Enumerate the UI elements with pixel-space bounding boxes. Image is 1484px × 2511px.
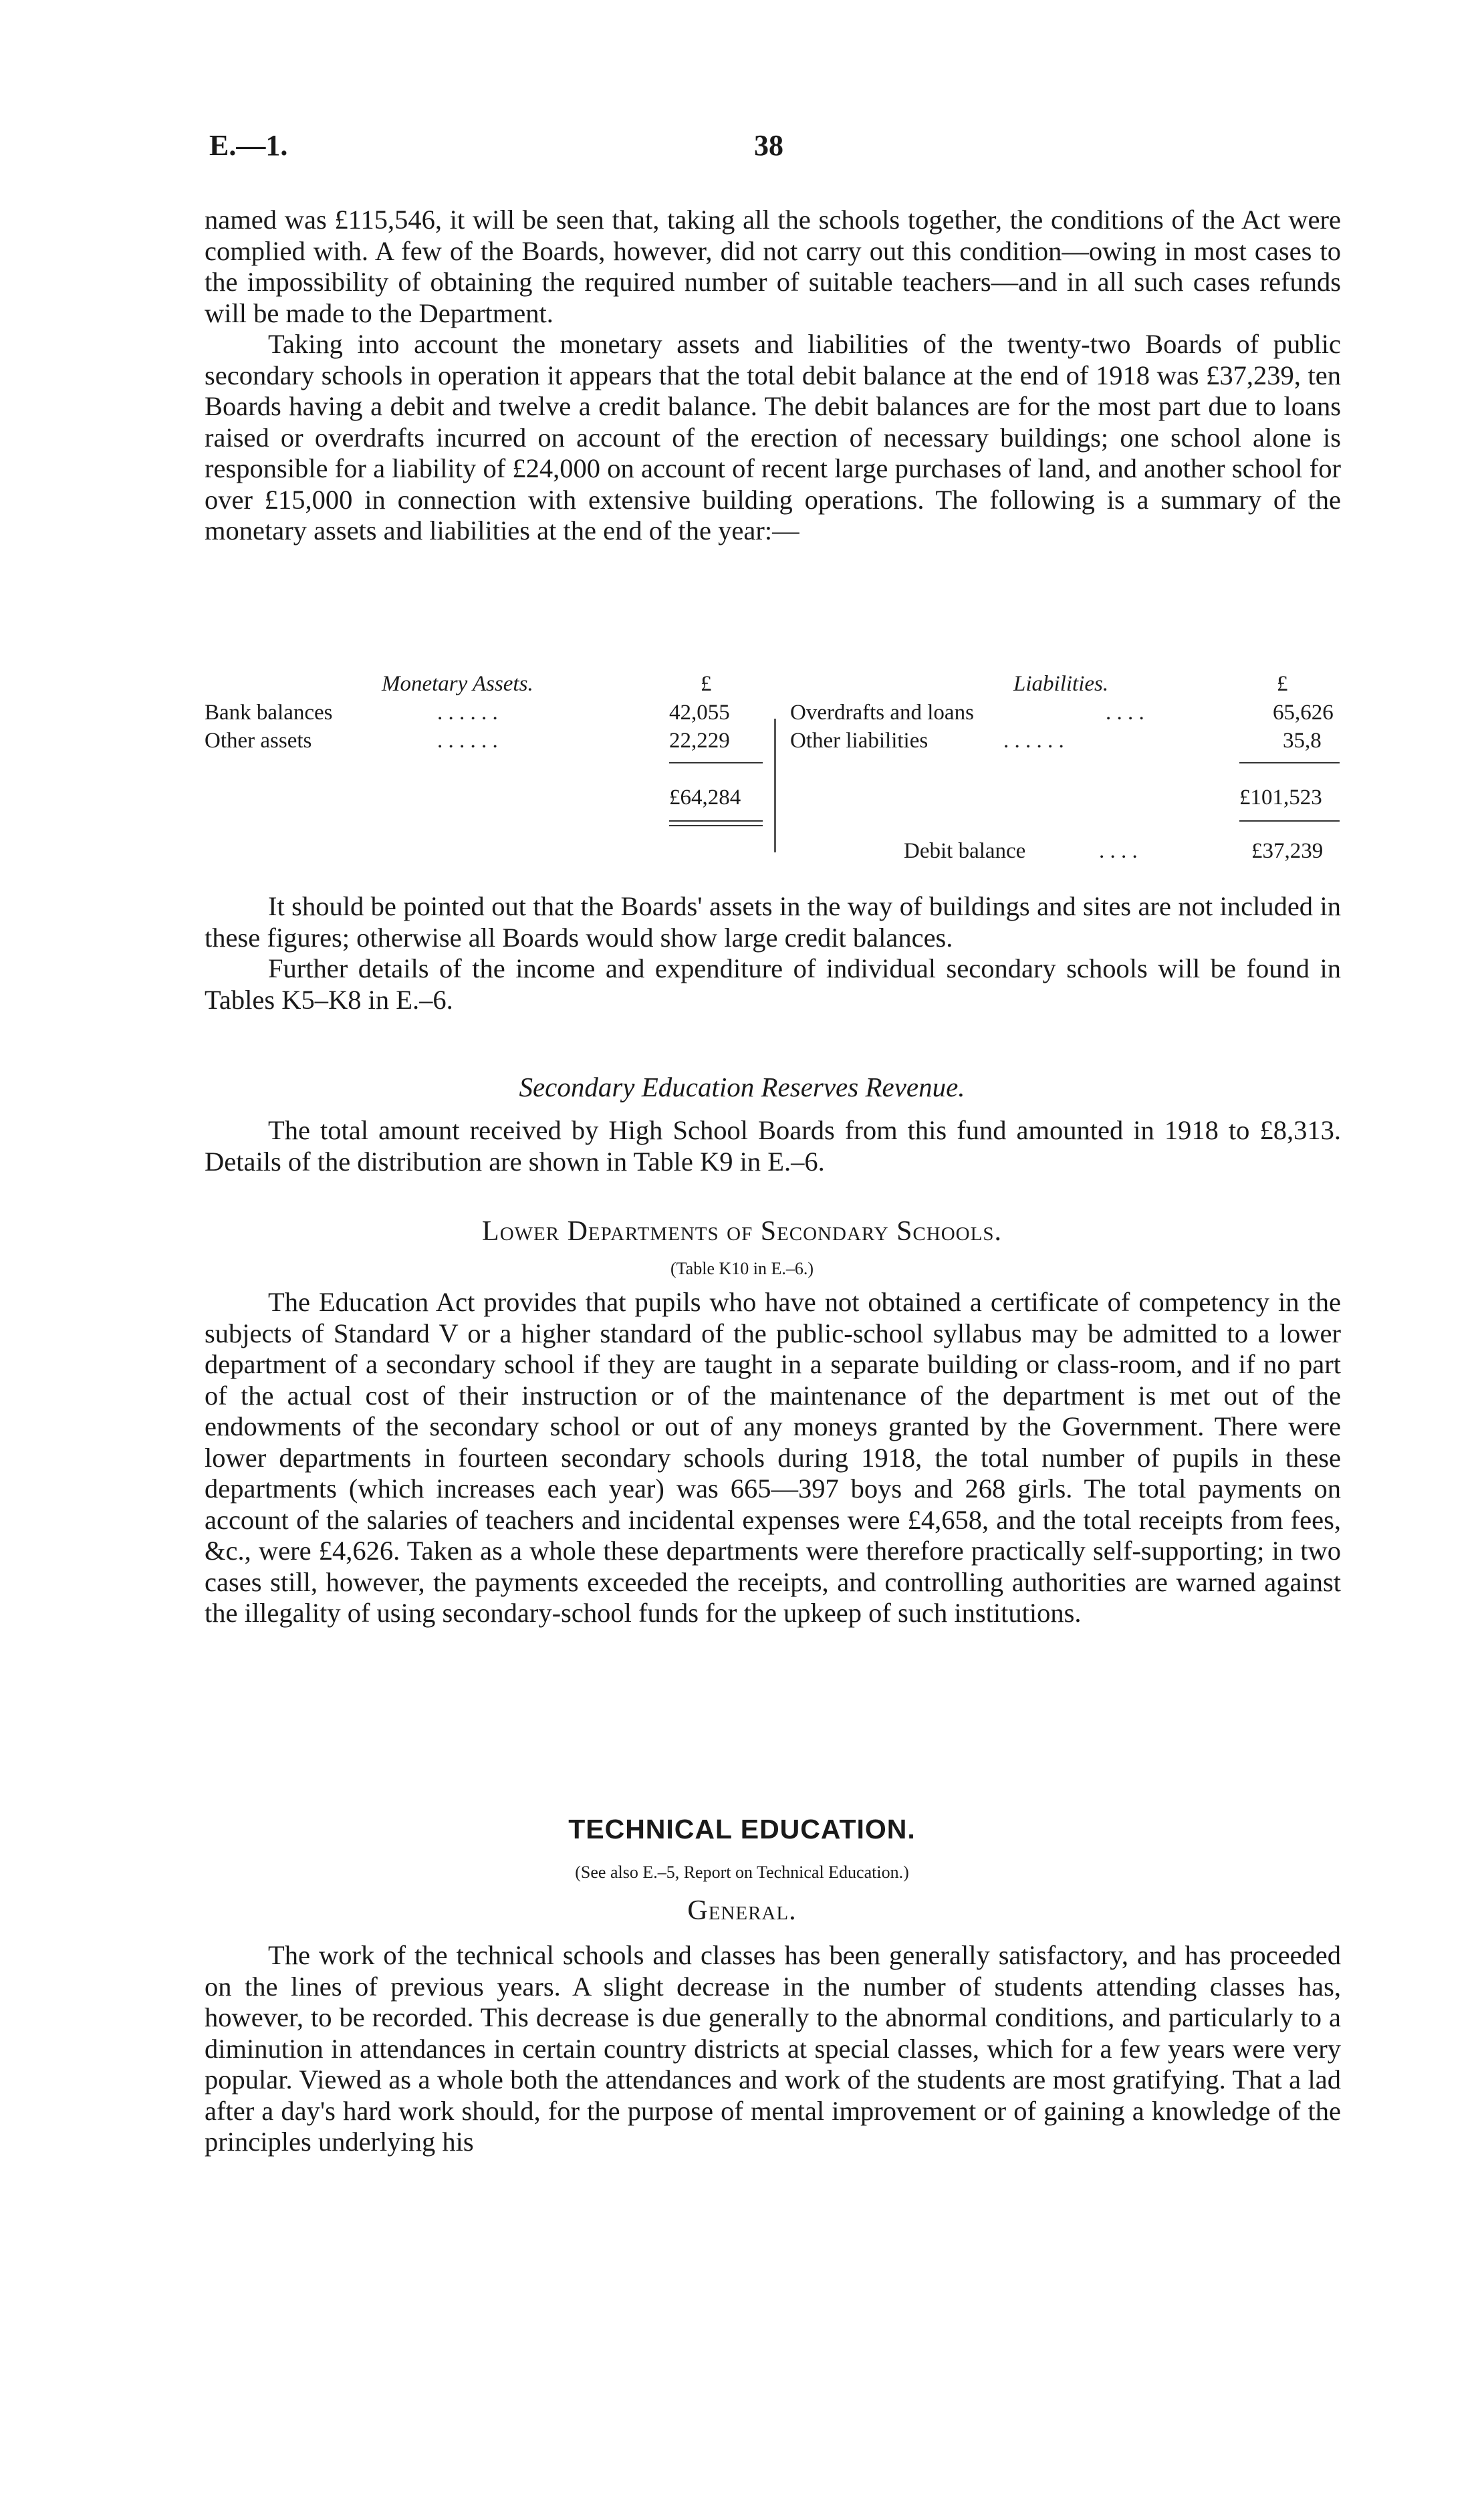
liabilities-currency: £: [1277, 672, 1288, 696]
see-also-reference: (See also E.–5, Report on Technical Education.): [575, 1863, 909, 1882]
asset-label: Other assets: [205, 729, 312, 753]
text-block-5: [205, 1940, 1341, 2158]
text-block-4: [205, 1287, 1341, 1629]
paragraph-reserves: The total amount received by High School Boards from this fund amounted in 1918 to £8,313. Details of the distribution are shown in Table K9 in E.–6.: [205, 1115, 1341, 1177]
assets-total-double-rule: [669, 820, 763, 822]
text-block-1: [205, 205, 1341, 547]
asset-label: Bank balances: [205, 701, 333, 725]
heading-reserves-revenue: Secondary Education Reserves Revenue.: [519, 1072, 965, 1102]
paragraph-assets-note: It should be pointed out that the Boards' assets in the way of buildings and sites are not included in these figures; otherwise all Boards would show large credit balances.: [205, 891, 1341, 953]
asset-value: 22,229: [669, 729, 730, 753]
liabilities-total-rule: [1239, 820, 1340, 822]
liabilities-sum-rule: [1239, 762, 1340, 763]
asset-value: 42,055: [669, 701, 730, 725]
liability-label: Overdrafts and loans: [790, 701, 974, 725]
heading-general: General.: [687, 1895, 797, 1926]
asset-leader-dots: . . . . . .: [437, 701, 498, 725]
paragraph-lower-departments: The Education Act provides that pupils who have not obtained a certificate of competency in the subjects of Standard V or a higher standard of the public-school syllabus may be admitted to a lower department of a secondary school if they are taught in a separate building or class-room, and if no part of the actual cost of their instruction or of the maintenance of the department is met out of the endowments of the secondary school or out of any moneys granted by the Government. There were lower departments in fourteen secondary schools during 1918, the total number of pupils in these departments (which increases each year) was 665—397 boys and 268 girls. The total payments on account of the salaries of teachers and incidental expenses were £4,658, and the total receipts from fees, &c., were £4,626. Taken as a whole these departments were therefore practically self-supporting; in two cases still, however, the payments exceeded the receipts, and controlling authorities are warned against the illegality of using secondary-school funds for the upkeep of such institutions.: [205, 1287, 1341, 1628]
assets-heading: Monetary Assets.: [382, 672, 533, 696]
assets-currency: £: [701, 672, 712, 696]
liabilities-heading: Liabilities.: [1013, 672, 1109, 696]
paragraph-continued: named was £115,546, it will be seen that, taking all the schools together, the conditions of the Act were complied with. A few of the Boards, however, did not carry out this condition—owing in most cases to the impossibility of obtaining the required number of suitable teachers—and in all such cases refunds will be made to the Department.: [205, 205, 1341, 328]
assets-sum-rule: [669, 762, 763, 763]
paragraph-technical-work: The work of the technical schools and classes has been generally satisfactory, and has proceeded on the lines of previous years. A slight decrease in the number of students attending classes has, however, to be recorded. This decrease is due generally to the abnormal conditions, and particularly to a diminution in attendances in certain country districts at special classes, which for a few years were very popular. Viewed as a whole both the attendances and work of the students are most gratifying. That a lad after a day's hard work should, for the purpose of mental improvement or of gaining a knowledge of the principles underlying his: [205, 1940, 1341, 2157]
assets-liabilities-table: [205, 672, 1341, 879]
text-block-3: [205, 1115, 1341, 1177]
debit-balance-label: Debit balance: [904, 839, 1026, 863]
paragraph-further-details: Further details of the income and expenditure of individual secondary schools will be found in Tables K5–K8 in E.–6.: [205, 953, 1341, 1015]
table-reference: (Table K10 in E.–6.): [670, 1259, 814, 1278]
heading-lower-departments: Lower Departments of Secondary Schools.: [482, 1216, 1002, 1247]
liability-leader-dots: . . . . . .: [1003, 729, 1064, 753]
table-divider: [774, 719, 776, 852]
heading-technical-education: TECHNICAL EDUCATION.: [568, 1814, 916, 1844]
liabilities-total: £101,523: [1239, 786, 1322, 810]
text-block-2: [205, 891, 1341, 1015]
liability-label: Other liabilities: [790, 729, 929, 753]
section-code: E.—1.: [209, 129, 288, 162]
liability-leader-dots: . . . .: [1106, 701, 1144, 725]
page-number: 38: [754, 129, 783, 162]
paragraph-monetary: Taking into account the monetary assets and liabilities of the twenty-two Boards of public secondary schools in operation it appears that the total debit balance at the end of 1918 was £37,239, ten Boards having a debit and twelve a credit balance. The debit balances are for the most part due to loans raised or overdrafts incurred on account of the erection of necessary buildings; one school alone is responsible for a liability of £24,000 on account of recent large purchases of land, and another school for over £15,000 in connection with extensive building operations. The following is a summary of the monetary assets and liabilities at the end of the year:—: [205, 329, 1341, 546]
liability-value: 35,8: [1283, 729, 1322, 753]
asset-leader-dots: . . . . . .: [437, 729, 498, 753]
debit-balance-value: £37,239: [1251, 839, 1324, 863]
liability-value: 65,626: [1273, 701, 1334, 725]
assets-total-double-rule: [669, 825, 763, 826]
debit-leader-dots: . . . .: [1099, 839, 1138, 863]
assets-total: £64,284: [669, 786, 741, 810]
